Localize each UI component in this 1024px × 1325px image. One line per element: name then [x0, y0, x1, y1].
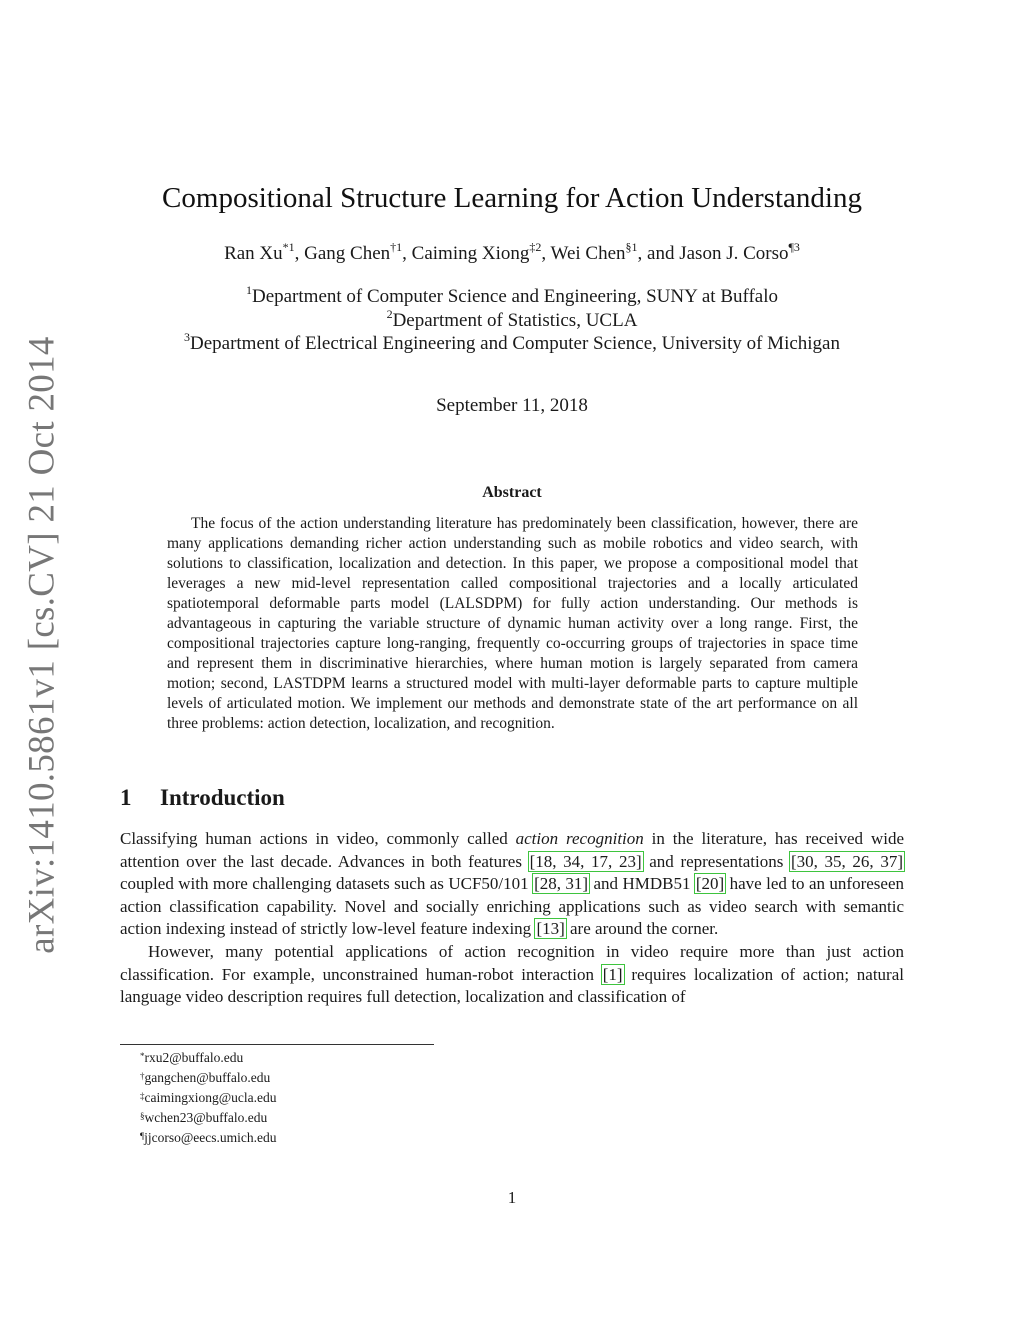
- abstract-body: [167, 514, 858, 734]
- author-name: Jason J. Corso: [679, 243, 789, 264]
- footnote-rule: [120, 1044, 434, 1045]
- author-marks: *1: [282, 240, 295, 254]
- text-run: Classifying human actions in video, commonly called: [120, 829, 516, 848]
- footnote-mark: ¶: [140, 1131, 145, 1141]
- footnote-email: wchen23@buffalo.edu: [144, 1110, 268, 1125]
- arxiv-stamp: [14, 336, 70, 954]
- affiliation-text: Department of Computer Science and Engineering, SUNY at Buffalo: [251, 286, 779, 307]
- footnote: [140, 1128, 277, 1148]
- footnote-mark: *: [140, 1051, 145, 1061]
- affiliation-mark: 3: [183, 330, 190, 344]
- footnote-mark: ‡: [140, 1091, 145, 1101]
- introduction-body: [120, 828, 904, 1009]
- footnote-email: caimingxiong@ucla.edu: [144, 1090, 277, 1105]
- affiliation-text: Department of Electrical Engineering and Computer Science, University of Michigan: [189, 333, 840, 354]
- footnote-mark: †: [140, 1071, 145, 1081]
- author-name: Caiming Xiong: [411, 243, 530, 264]
- section-title: Introduction: [160, 785, 285, 810]
- footnotes: [140, 1048, 277, 1148]
- paper-date: September 11, 2018: [436, 395, 588, 416]
- affiliation: [100, 307, 924, 332]
- footnote-email: rxu2@buffalo.edu: [144, 1050, 244, 1065]
- affiliation: [100, 283, 924, 308]
- author-list: Ran Xu$^{*1}$, Gang Chen$^{\dagger 1}$, Caiming Xiong$^{\ddagger 2}$, Wei Chen$^{\S 1}$, and Jason J. Corso$^{\P 3}$: [224, 240, 800, 264]
- author-name: Wei Chen: [550, 243, 626, 264]
- citation-link[interactable]: [13]: [536, 919, 565, 939]
- paragraph: [120, 941, 904, 1009]
- affiliation-mark: 2: [386, 307, 393, 321]
- footnote-email: gangchen@buffalo.edu: [144, 1070, 271, 1085]
- footnote-email: jjcorso@eecs.umich.edu: [144, 1130, 277, 1145]
- footnote: [140, 1088, 277, 1108]
- section-heading: [120, 785, 285, 811]
- affiliation: [100, 330, 924, 355]
- text-run: and representations: [642, 851, 790, 871]
- author-marks: ¶3: [788, 240, 800, 254]
- emphasis: action recognition: [515, 829, 644, 848]
- paragraph: [120, 828, 904, 941]
- text-run: have led to an unforeseen action classification capability. Novel and socially enriching applications such as video search with semantic action indexing instead of strictly low-level feature indexing: [120, 874, 905, 939]
- abstract-heading: Abstract: [482, 484, 542, 501]
- author-name: Gang Chen: [304, 243, 391, 264]
- page-number: 1: [507, 1188, 517, 1207]
- author-marks: ‡2: [529, 240, 542, 254]
- arxiv-id: arXiv:1410.5861v1 [cs.CV] 21 Oct 2014: [21, 336, 63, 954]
- citation-link[interactable]: [20]: [695, 874, 725, 894]
- citation-link[interactable]: [1]: [602, 964, 623, 984]
- author-name: Ran Xu: [224, 243, 283, 264]
- paper-title: Compositional Structure Learning for Action Understanding: [162, 182, 862, 214]
- text-run: requires localization of action; natural language video description requires full detection, localization and classification of: [120, 964, 904, 1007]
- text-run: However, many potential applications of action recognition in video require more than just action classification. For example, unconstrained human-robot interaction: [120, 941, 904, 984]
- section-number: 1: [120, 785, 132, 810]
- citation-link[interactable]: [28, 31]: [534, 874, 589, 894]
- abstract-text: The focus of the action understanding literature has predominately been classification, however, there are many applications demanding richer action understanding such as mobile robotics and video search, with solutions to classification, localization and detection. In this paper, we propose a compositional model that leverages a new mid-level representation called compositional trajectories and a locally articulated spatiotemporal deformable parts model (LALSDPM) for fully action understanding. Our methods is advantageous in capturing the variable structure of dynamic human activity over a long range. First, the compositional trajectories capture long-ranging, frequently co-occurring groups of trajectories in space time and represent them in discriminative hierarchies, where human motion is largely separated from camera motion; second, LASTDPM learns a structured model with multi-layer deformable parts to capture multiple levels of articulated motion. We implement our methods and demonstrate state of the art performance on all three problems: action detection, localization, and recognition.: [167, 515, 858, 732]
- text-run: coupled with more challenging datasets such as UCF50/101: [120, 874, 534, 894]
- footnote: [140, 1068, 277, 1088]
- citation-link[interactable]: [30, 35, 26, 37]: [790, 851, 903, 871]
- footnote-mark: §: [140, 1111, 145, 1121]
- text-run: in the literature, has received wide attention over the last decade. Advances in both features: [120, 829, 904, 871]
- text-run: are around the corner.: [565, 919, 719, 939]
- footnote: [140, 1048, 277, 1068]
- footnote: [140, 1108, 277, 1128]
- affiliation-mark: 1: [245, 283, 252, 297]
- affiliation-text: Department of Statistics, UCLA: [392, 310, 638, 331]
- author-marks: †1: [390, 240, 403, 254]
- citation-link[interactable]: [18, 34, 17, 23]: [529, 851, 642, 871]
- text-run: and HMDB51: [589, 874, 695, 894]
- author-marks: §1: [625, 240, 638, 254]
